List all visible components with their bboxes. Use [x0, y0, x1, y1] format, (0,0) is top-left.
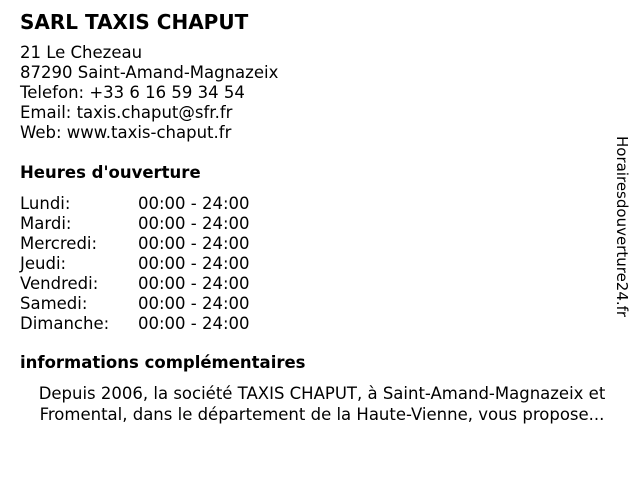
hours-time: 00:00 - 24:00: [138, 254, 250, 273]
hours-time: 00:00 - 24:00: [138, 214, 250, 233]
hours-time: 00:00 - 24:00: [138, 274, 250, 293]
hours-heading: Heures d'ouverture: [20, 163, 201, 182]
website: Web: www.taxis-chaput.fr: [20, 123, 232, 142]
info-description: Depuis 2006, la société TAXIS CHAPUT, à Saint-Amand-Magnazeix et Fromental, dans le département de la Haute-Vienne, vous propose...: [38, 384, 606, 424]
hours-day: Mardi:: [20, 214, 72, 233]
watermark-text: Horairesdouverture24.fr: [613, 136, 631, 318]
hours-row: [20, 194, 250, 214]
phone-number: Telefon: +33 6 16 59 34 54: [20, 83, 245, 102]
email-address: Email: taxis.chaput@sfr.fr: [20, 103, 233, 122]
business-name: SARL TAXIS CHAPUT: [20, 10, 249, 34]
hours-time: 00:00 - 24:00: [138, 314, 250, 333]
hours-day: Samedi:: [20, 294, 88, 313]
hours-row: [20, 274, 250, 294]
address-line-1: 21 Le Chezeau: [20, 43, 143, 62]
hours-row: [20, 254, 250, 274]
contact-block: [20, 43, 278, 143]
hours-row: [20, 294, 250, 314]
hours-time: 00:00 - 24:00: [138, 194, 250, 213]
address-line-2: 87290 Saint-Amand-Magnazeix: [20, 63, 279, 82]
hours-day: Lundi:: [20, 194, 71, 213]
hours-day: Dimanche:: [20, 314, 110, 333]
hours-row: [20, 214, 250, 234]
hours-row: [20, 234, 250, 254]
hours-day: Mercredi:: [20, 234, 98, 253]
info-heading: informations complémentaires: [20, 353, 306, 372]
hours-day: Vendredi:: [20, 274, 99, 293]
hours-time: 00:00 - 24:00: [138, 294, 250, 313]
hours-table: [20, 194, 250, 334]
hours-row: [20, 314, 250, 334]
hours-day: Jeudi:: [20, 254, 67, 273]
hours-time: 00:00 - 24:00: [138, 234, 250, 253]
